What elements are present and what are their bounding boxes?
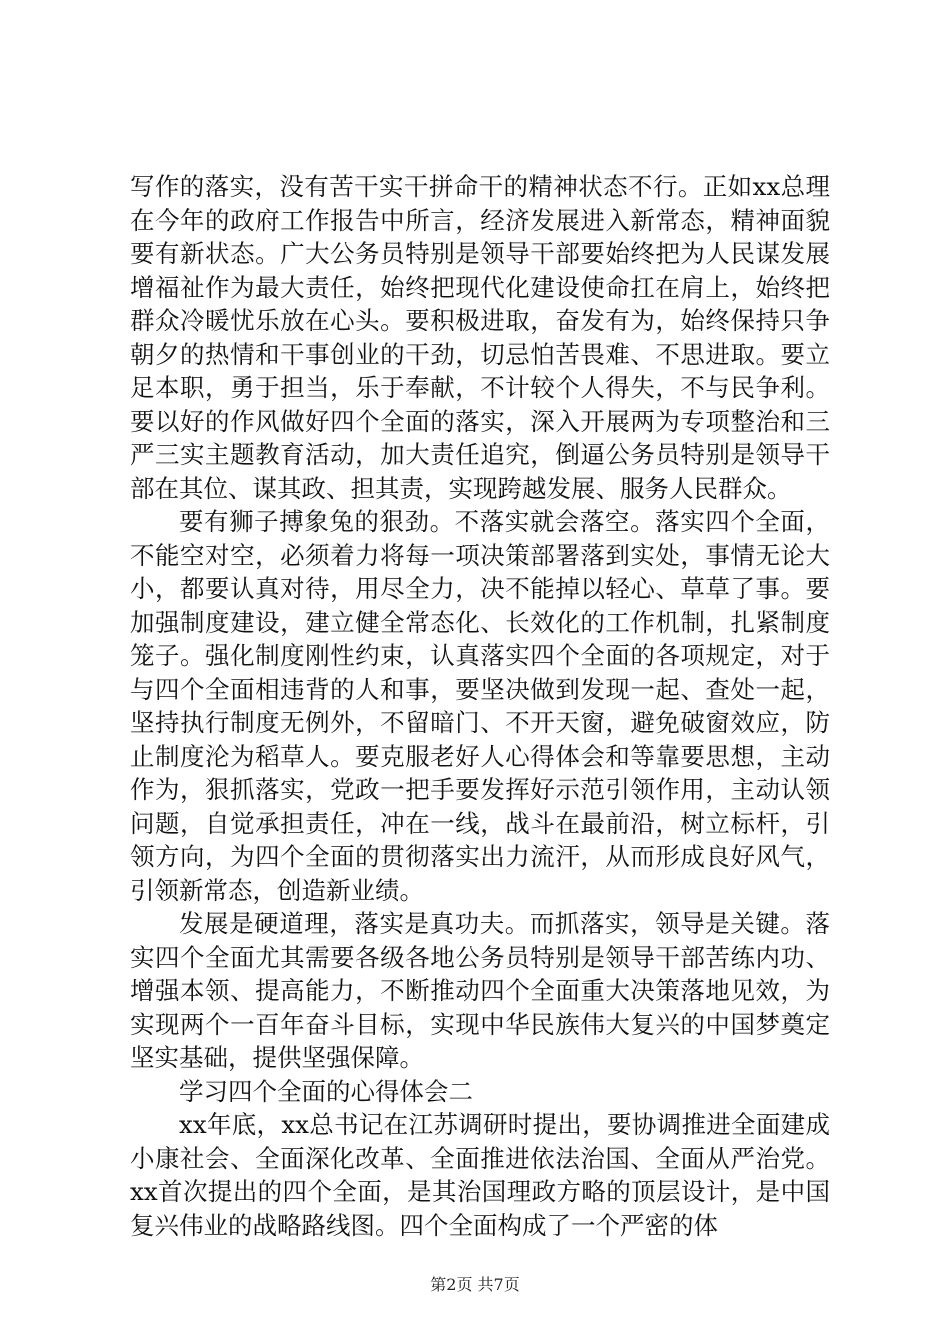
section-heading: 学习四个全面的心得体会二 bbox=[179, 1076, 473, 1106]
paragraph-3: 发展是硬道理，落实是真功夫。而抓落实，领导是关键。落实四个全面尤其需要各级各地公务员特别是领导干部苦练内功、增强本领、提高能力，不断推动四个全面重大决策落地见效，为实现两个一百年奋斗目标，实现中华民族伟大复兴的中国梦奠定坚实基础，提供坚强保障。 bbox=[130, 909, 830, 1072]
paragraph-4: xx年底，xx总书记在江苏调研时提出，要协调推进全面建成小康社会、全面深化改革、全面推进依法治国、全面从严治党。xx首次提出的四个全面，是其治国理政方略的顶层设计，是中国复兴伟业的战略路线图。四个全面构成了一个严密的体 bbox=[130, 1110, 830, 1240]
document-body bbox=[130, 170, 830, 1242]
paragraph-1: 写作的落实，没有苦干实干拼命干的精神状态不行。正如xx总理在今年的政府工作报告中所言，经济发展进入新常态，精神面貌要有新状态。广大公务员特别是领导干部要始终把为人民谋发展增福祉作为最大责任，始终把现代化建设使命扛在肩上，始终把群众冷暖忧乐放在心头。要积极进取，奋发有为，始终保持只争朝夕的热情和干事创业的干劲，切忌怕苦畏难、不思进取。要立足本职，勇于担当，乐于奉献，不计较个人得失，不与民争利。要以好的作风做好四个全面的落实，深入开展两为专项整治和三严三实主题教育活动，加大责任追究，倒逼公务员特别是领导干部在其位、谋其政、担其责，实现跨越发展、服务人民群众。 bbox=[130, 172, 830, 503]
paragraph-2: 要有狮子搏象兔的狠劲。不落实就会落空。落实四个全面，不能空对空，必须着力将每一项决策部署落到实处，事情无论大小，都要认真对待，用尽全力，决不能掉以轻心、草草了事。要加强制度建设，建立健全常态化、长效化的工作机制，扎紧制度笼子。强化制度刚性约束，认真落实四个全面的各项规定，对于与四个全面相违背的人和事，要坚决做到发现一起、查处一起，坚持执行制度无例外，不留暗门、不开天窗，避免破窗效应，防止制度沦为稻草人。要克服老好人心得体会和等靠要思想，主动作为，狠抓落实，党政一把手要发挥好示范引领作用，主动认领问题，自觉承担责任，冲在一线，战斗在最前沿，树立标杆，引领方向，为四个全面的贯彻落实出力流汗，从而形成良好风气，引领新常态，创造新业绩。 bbox=[130, 507, 830, 905]
page-number-footer: 第2页 共7页 bbox=[430, 1275, 520, 1294]
